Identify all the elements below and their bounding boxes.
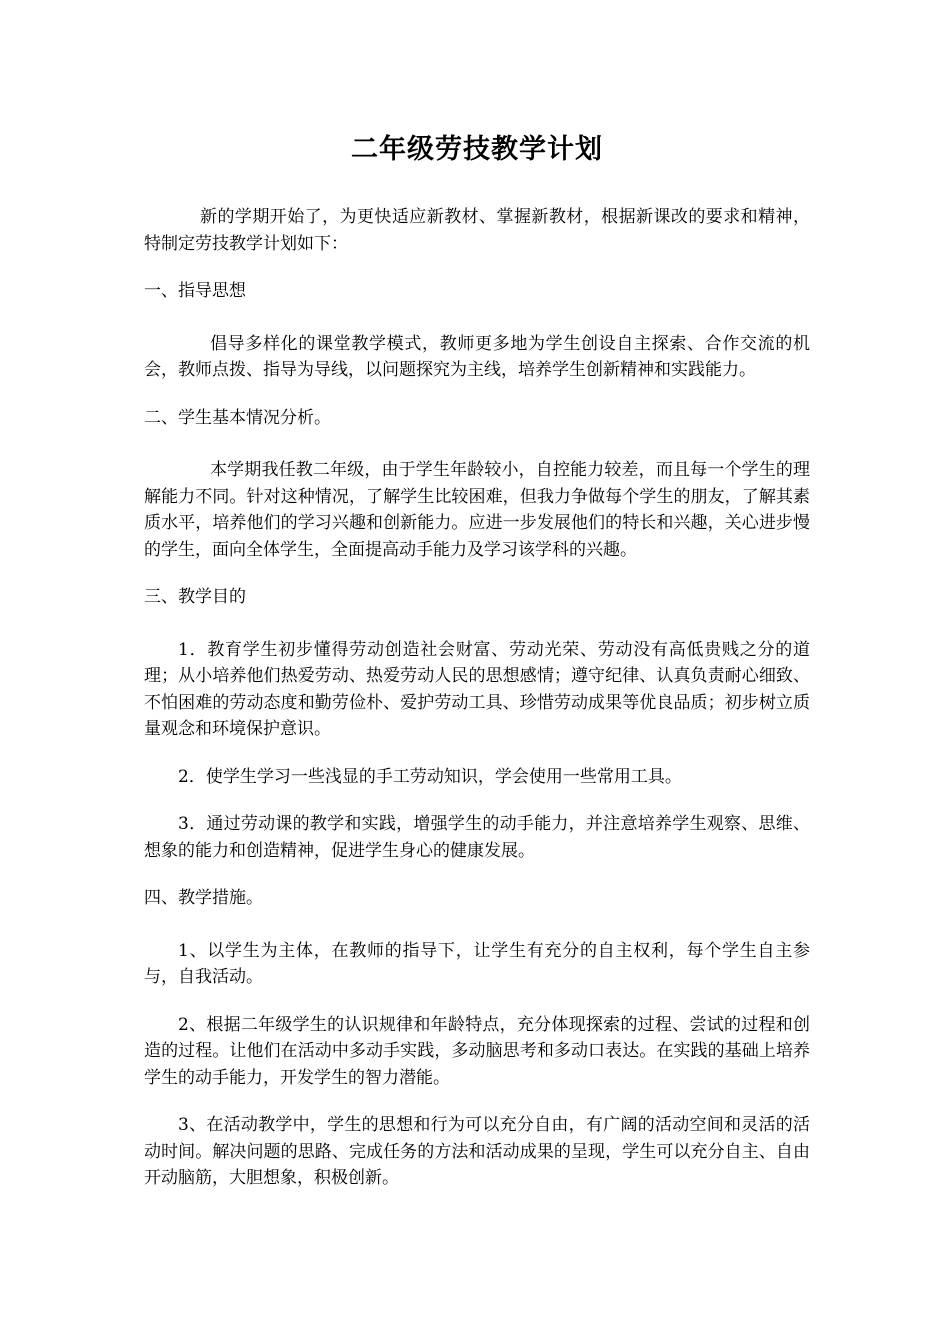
section-paragraph: 倡导多样化的课堂教学模式，教师更多地为学生创设自主探索、合作交流的机会，教师点拨、指导为导线，以问题探究为主线，培养学生创新精神和实践能力。 bbox=[144, 333, 810, 380]
section-paragraph: 2．使学生学习一些浅显的手工劳动知识，学会使用一些常用工具。 bbox=[178, 766, 682, 787]
section-heading-teaching-goals: 三、教学目的 bbox=[144, 587, 246, 607]
section-paragraph: 1．教育学生初步懂得劳动创造社会财富、劳动光荣、劳动没有高低贵贱之分的道理；从小培养他们热爱劳动、热爱劳动人民的思想感情；遵守纪律、认真负责耐心细致、不怕困难的劳动态度和勤劳俭朴、爱护劳动工具、珍惜劳动成果等优良品质；初步树立质量观念和环境保护意识。 bbox=[144, 639, 810, 739]
intro-paragraph: 新的学期开始了，为更快适应新教材、掌握新教材，根据新课改的要求和精神，特制定劳技教学计划如下： bbox=[144, 207, 810, 254]
section-heading-teaching-measures: 四、教学措施。 bbox=[144, 888, 263, 908]
section-heading-student-analysis: 二、学生基本情况分析。 bbox=[144, 407, 331, 428]
document-page bbox=[144, 130, 810, 1213]
section-paragraph: 3．通过劳动课的教学和实践，增强学生的动手能力，并注意培养学生观察、思维、想象的能力和创造精神，促进学生身心的健康发展。 bbox=[144, 814, 810, 861]
section-paragraph: 3、在活动教学中，学生的思想和行为可以充分自由，有广阔的活动空间和灵活的活动时间。解决问题的思路、完成任务的方法和活动成果的呈现，学生可以充分自主、自由开动脑筋，大胆想象，积极创新。 bbox=[144, 1115, 810, 1188]
document-title: 二年级劳技教学计划 bbox=[351, 134, 603, 165]
section-heading-guiding-thought: 一、指导思想 bbox=[144, 281, 246, 301]
section-paragraph: 2、根据二年级学生的认识规律和年龄特点，充分体现探索的过程、尝试的过程和创造的过程。让他们在活动中多动手实践，多动脑思考和多动口表达。在实践的基础上培养学生的动手能力，开发学生的智力潜能。 bbox=[144, 1014, 810, 1088]
section-paragraph: 本学期我任教二年级，由于学生年龄较小，自控能力较差，而且每一个学生的理解能力不同。针对这种情况，了解学生比较困难，但我力争做每个学生的朋友，了解其素质水平，培养他们的学习兴趣和创新能力。应进一步发展他们的特长和兴趣，关心进步慢的学生，面向全体学生，全面提高动手能力及学习该学科的兴趣。 bbox=[144, 460, 810, 560]
section-paragraph: 1、以学生为主体，在教师的指导下，让学生有充分的自主权利，每个学生自主参与，自我活动。 bbox=[144, 940, 810, 987]
